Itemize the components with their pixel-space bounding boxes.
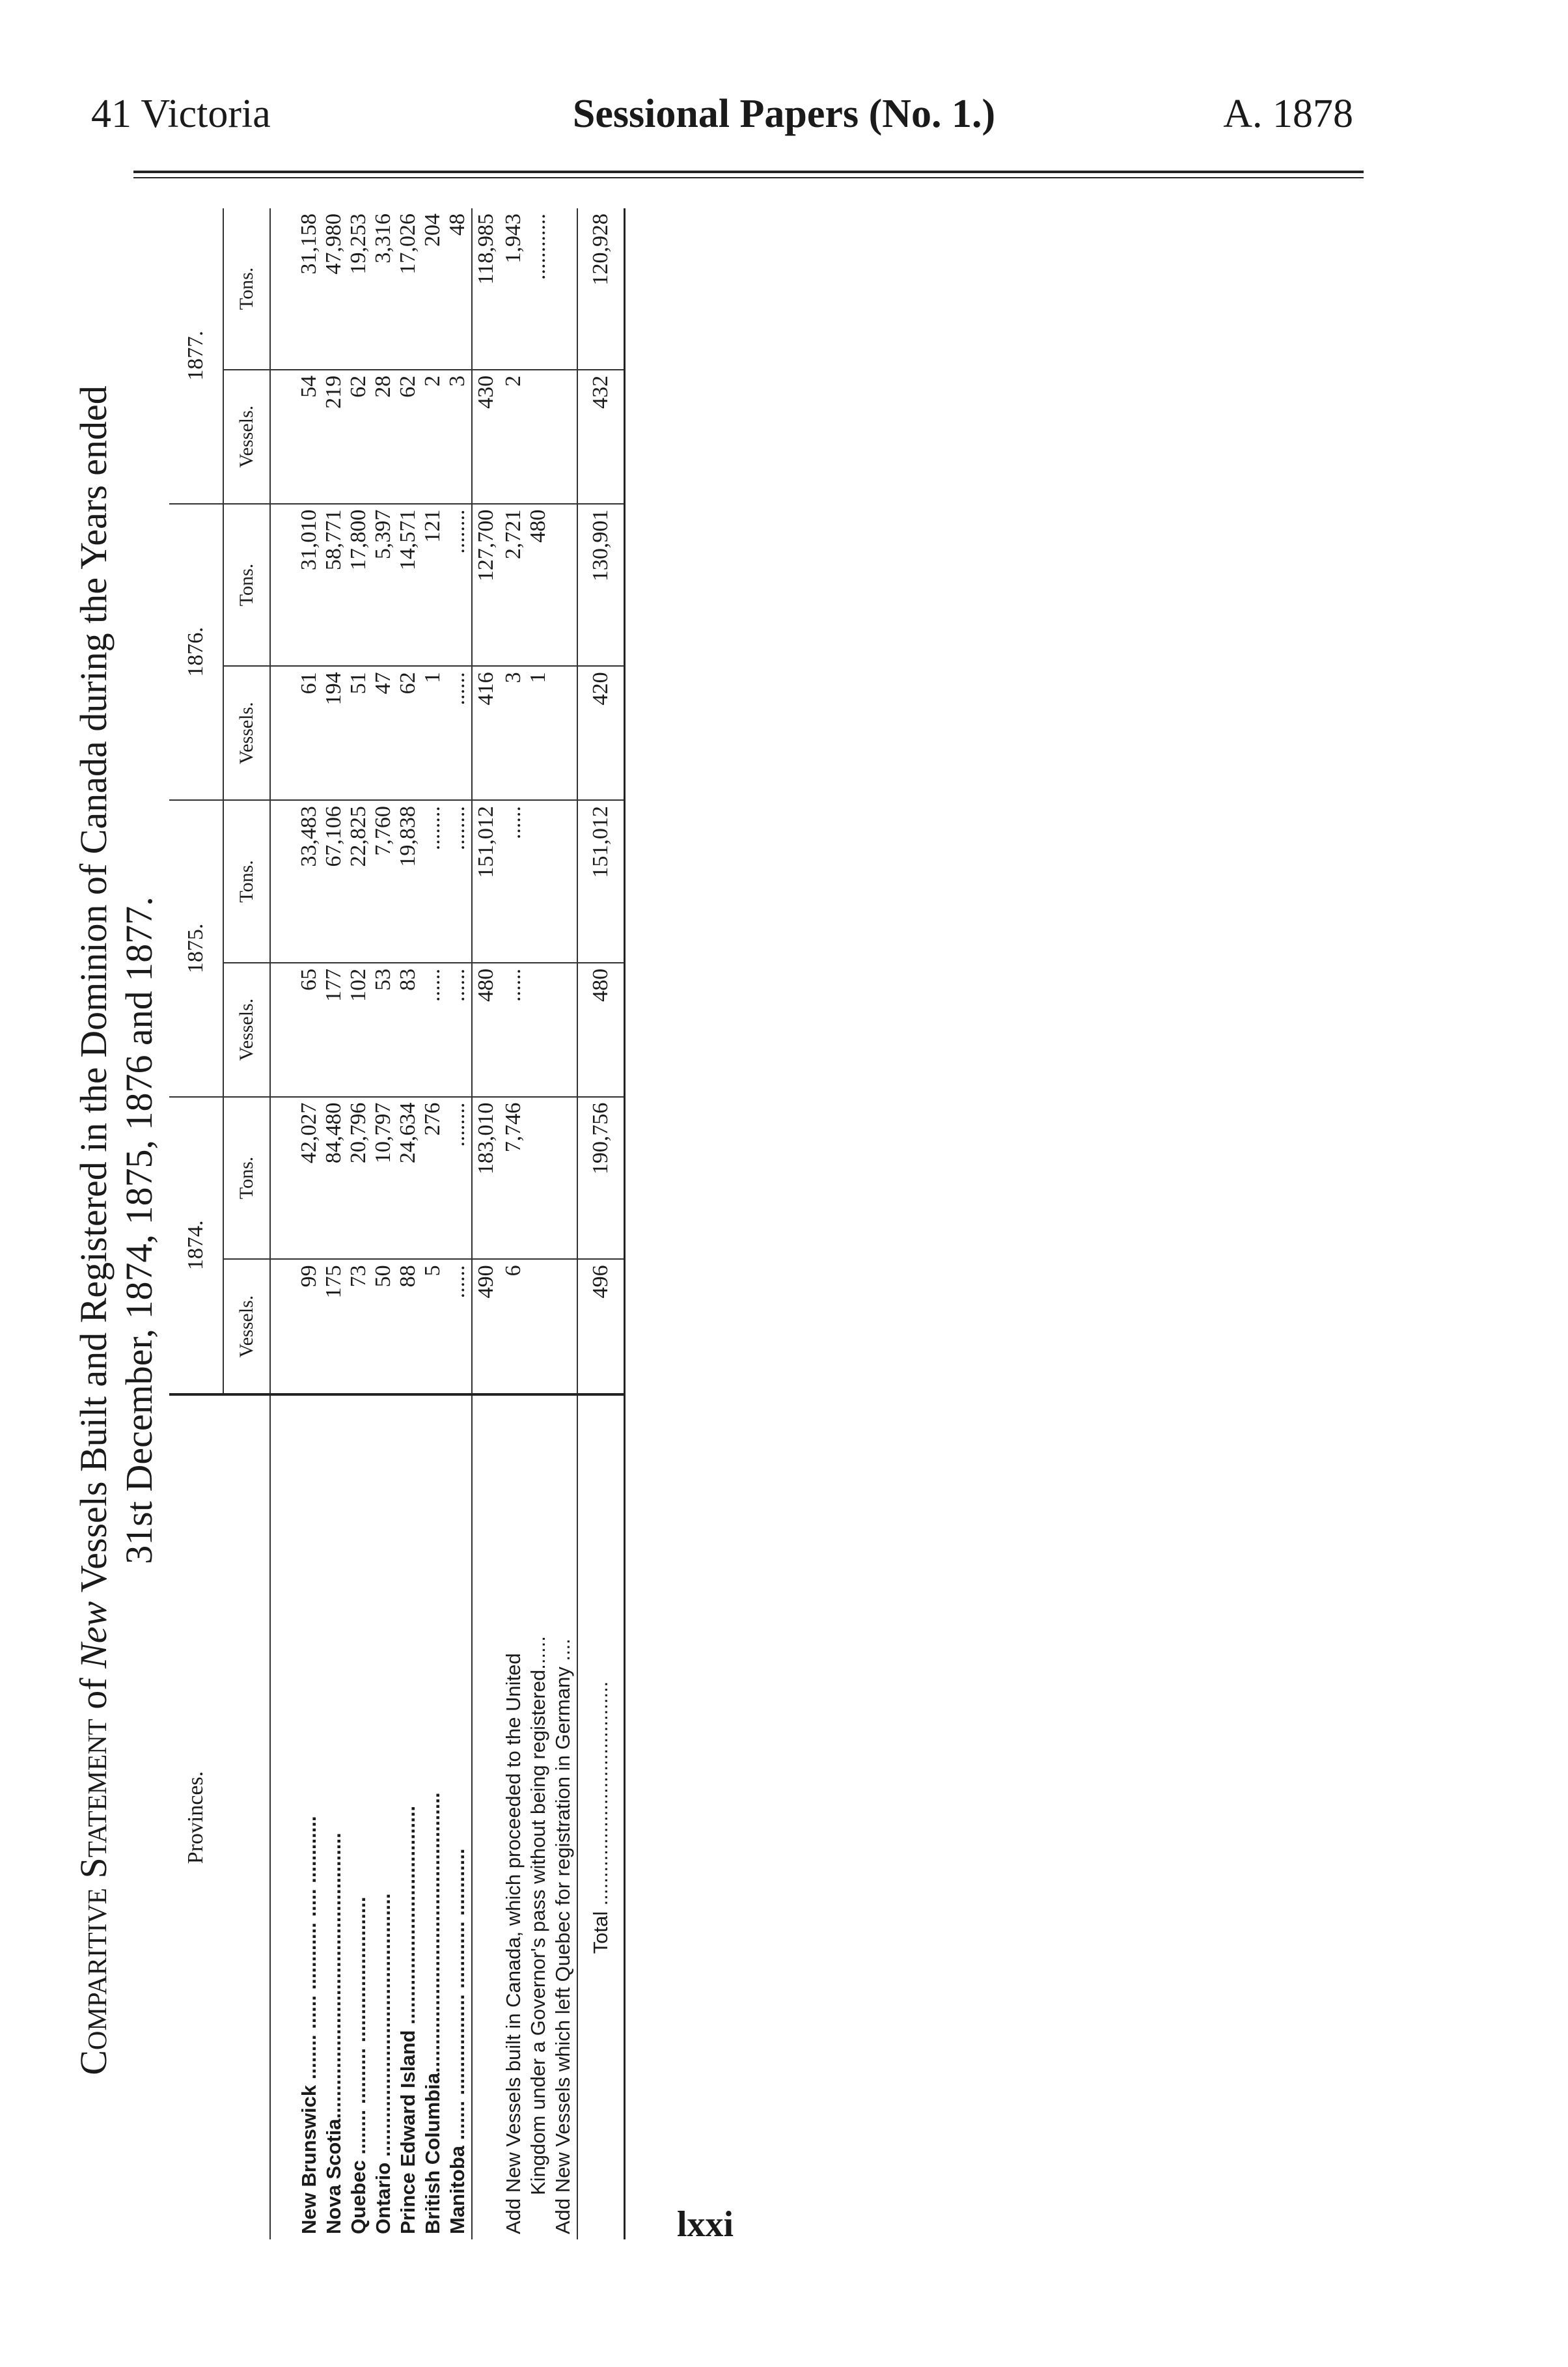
addition-label-1a: Add New Vessels built in Canada, which proceeded to the United bbox=[502, 1653, 525, 2234]
leader-dots: .................................................. bbox=[421, 1792, 444, 2073]
cell: ........ bbox=[445, 806, 469, 851]
vessels-header-1875: Vessels. bbox=[223, 963, 270, 1097]
additions-row bbox=[500, 208, 577, 2239]
year-1874-header: 1874. bbox=[169, 1097, 223, 1394]
cell: 3 bbox=[501, 672, 525, 684]
cell: 48 bbox=[445, 214, 469, 236]
title-new: New bbox=[72, 1601, 115, 1668]
tons-header-1876: Tons. bbox=[223, 504, 270, 667]
cell: ...... bbox=[445, 672, 469, 706]
add-vessels-1876 bbox=[500, 666, 577, 800]
leader-dots: ............................................... bbox=[372, 1893, 394, 2163]
cell: 10,797 bbox=[371, 1102, 395, 1164]
cell: 28 bbox=[371, 375, 395, 398]
cell: 490 bbox=[472, 1259, 500, 1394]
header-left: 41 Victoria bbox=[91, 92, 271, 136]
add-tons-1876 bbox=[500, 504, 577, 667]
cell: 5 bbox=[420, 1265, 445, 1277]
cell: 33,483 bbox=[297, 806, 321, 867]
cell: 67,106 bbox=[322, 806, 346, 867]
cell: 58,771 bbox=[322, 509, 346, 571]
cell: 151,012 bbox=[472, 800, 500, 963]
province-row-new-brunswick bbox=[297, 1401, 322, 2234]
cell: ........ bbox=[445, 509, 469, 554]
cell: 17,800 bbox=[346, 509, 370, 571]
cell: 118,985 bbox=[472, 208, 500, 370]
cell: 420 bbox=[577, 666, 625, 800]
header-right: A. 1878 bbox=[1223, 92, 1353, 136]
cell: 1 bbox=[526, 672, 550, 684]
cell: 130,901 bbox=[577, 504, 625, 667]
addition-label-2: Add New Vessels which left Quebec for registration in Germany .... bbox=[551, 1639, 574, 2234]
leader-dots: ........ .......... .......................... bbox=[347, 1896, 370, 2161]
total-label bbox=[577, 1394, 625, 2239]
title-statement: Comparitive Statement bbox=[72, 1719, 115, 2075]
table-title-line2: 31st December, 1874, 1875, 1876 and 1877. bbox=[118, 896, 160, 1564]
cell: 480 bbox=[526, 509, 550, 543]
province-name: British Columbia bbox=[421, 2072, 444, 2234]
rotated-table-block bbox=[65, 195, 781, 2265]
total-row bbox=[577, 208, 625, 2239]
province-name: Nova Scotia bbox=[322, 2118, 345, 2234]
leader-dots: ................................................... bbox=[322, 1833, 345, 2119]
add-tons-1875 bbox=[500, 800, 577, 963]
cell: 20,796 bbox=[346, 1102, 370, 1164]
cell: 194 bbox=[322, 672, 346, 706]
cell: 480 bbox=[577, 963, 625, 1097]
vessels-1874-col bbox=[270, 1259, 472, 1394]
cell: 5,397 bbox=[371, 509, 395, 560]
cell: ............ bbox=[526, 214, 550, 280]
tons-header-1874: Tons. bbox=[223, 1097, 270, 1260]
cell: 7,746 bbox=[501, 1102, 525, 1153]
cell: 480 bbox=[472, 963, 500, 1097]
cell: 62 bbox=[396, 375, 420, 398]
cell: 24,634 bbox=[396, 1102, 420, 1164]
cell: 62 bbox=[396, 672, 420, 695]
add-vessels-1874 bbox=[500, 1259, 577, 1394]
tons-1874-col bbox=[270, 1097, 472, 1260]
province-row-nova-scotia bbox=[322, 1401, 346, 2234]
header-center: Sessional Papers (No. 1.) bbox=[572, 92, 996, 136]
province-row-british-columbia bbox=[420, 1401, 445, 2234]
cell: 19,838 bbox=[396, 806, 420, 867]
province-row-pei bbox=[396, 1401, 420, 2234]
cell: 14,571 bbox=[396, 509, 420, 571]
year-1877-header: 1877. bbox=[169, 208, 223, 504]
province-name: Ontario bbox=[372, 2162, 394, 2234]
cell: 190,756 bbox=[577, 1097, 625, 1260]
province-row-manitoba bbox=[445, 1401, 470, 2234]
province-name: New Brunswick bbox=[297, 2084, 320, 2234]
vessels-header-1876: Vessels. bbox=[223, 666, 270, 800]
province-name: Manitoba bbox=[446, 2145, 469, 2234]
cell: 177 bbox=[322, 968, 346, 1002]
cell: 61 bbox=[297, 672, 321, 695]
cell: ...... bbox=[445, 1265, 469, 1299]
year-1875-header: 1875. bbox=[169, 800, 223, 1096]
total-text: Total bbox=[589, 1911, 612, 1954]
tons-1875-col bbox=[270, 800, 472, 963]
vessels-1877-col bbox=[270, 370, 472, 504]
cell: 83 bbox=[396, 968, 420, 991]
cell: 183,010 bbox=[472, 1097, 500, 1260]
vessels-1875-col bbox=[270, 963, 472, 1097]
vessels-header-1874: Vessels. bbox=[223, 1259, 270, 1394]
cell: 121 bbox=[420, 509, 445, 543]
cell: 84,480 bbox=[322, 1102, 346, 1164]
cell: 219 bbox=[322, 375, 346, 409]
cell: 416 bbox=[472, 666, 500, 800]
tons-header-1877: Tons. bbox=[223, 208, 270, 370]
cell: 127,700 bbox=[472, 504, 500, 667]
subtotal-label bbox=[472, 1394, 500, 2239]
page-folio: lxxi bbox=[677, 2204, 734, 2245]
cell: 47,980 bbox=[322, 214, 346, 275]
cell: 276 bbox=[420, 1102, 445, 1136]
cell: ........ bbox=[420, 806, 445, 851]
cell: 53 bbox=[371, 968, 395, 991]
add-tons-1877 bbox=[500, 208, 577, 370]
cell: 1,943 bbox=[501, 214, 525, 264]
cell: 50 bbox=[371, 1265, 395, 1288]
title-rest: Vessels Built and Registered in the Dominion of Canada during the Years ended bbox=[72, 385, 115, 1601]
cell: 6 bbox=[501, 1265, 525, 1277]
add-tons-1874 bbox=[500, 1097, 577, 1260]
cell: 204 bbox=[420, 214, 445, 247]
cell: 151,012 bbox=[577, 800, 625, 963]
leader-dots: ....................................... bbox=[396, 1805, 419, 2030]
cell: 432 bbox=[577, 370, 625, 504]
cell: 7,760 bbox=[371, 806, 395, 856]
cell: 51 bbox=[346, 672, 370, 695]
table-title-line1 bbox=[72, 195, 115, 2265]
cell: 19,253 bbox=[346, 214, 370, 275]
cell: 22,825 bbox=[346, 806, 370, 867]
cell: ...... bbox=[420, 968, 445, 1002]
add-vessels-1875 bbox=[500, 963, 577, 1097]
title-of: of bbox=[72, 1668, 115, 1719]
provinces-header: Provinces. bbox=[169, 1394, 270, 2239]
province-name: Quebec bbox=[347, 2160, 370, 2234]
leader-dots: ....... .................. ............ ............ bbox=[446, 1848, 469, 2146]
header-rule bbox=[133, 171, 1364, 173]
cell: 3,316 bbox=[371, 214, 395, 264]
province-names bbox=[270, 1394, 472, 2239]
cell: 47 bbox=[371, 672, 395, 695]
cell: 3 bbox=[445, 375, 469, 387]
subtotal-row bbox=[472, 208, 500, 2239]
vessels-table bbox=[169, 208, 626, 2239]
tons-header-1875: Tons. bbox=[223, 800, 270, 963]
tons-1877-col bbox=[270, 208, 472, 370]
cell: 17,026 bbox=[396, 214, 420, 275]
cell: ........ bbox=[445, 1102, 469, 1147]
cell: 54 bbox=[297, 375, 321, 398]
vessels-1876-col bbox=[270, 666, 472, 800]
cell: 31,010 bbox=[297, 509, 321, 571]
cell: 1 bbox=[420, 672, 445, 684]
vessels-header-1877: Vessels. bbox=[223, 370, 270, 504]
cell: 65 bbox=[297, 968, 321, 991]
addition-label-1b: Kingdom under a Governor's pass without being registered...... bbox=[527, 1636, 549, 2195]
cell: 175 bbox=[322, 1265, 346, 1299]
cell: ...... bbox=[501, 806, 525, 840]
province-name: Prince Edward Island bbox=[396, 2030, 419, 2234]
header-rule-thin bbox=[133, 177, 1364, 178]
cell: 2,721 bbox=[501, 509, 525, 560]
cell: 102 bbox=[346, 968, 370, 1002]
cell: 42,027 bbox=[297, 1102, 321, 1164]
leader-dots: ........................................ bbox=[589, 1681, 612, 1911]
cell: 73 bbox=[346, 1265, 370, 1288]
cell: 120,928 bbox=[577, 208, 625, 370]
cell: 2 bbox=[420, 375, 445, 387]
additions-labels bbox=[500, 1394, 577, 2239]
cell: 430 bbox=[472, 370, 500, 504]
cell: ...... bbox=[501, 968, 525, 1002]
year-1876-header: 1876. bbox=[169, 504, 223, 800]
tons-1876-col bbox=[270, 504, 472, 667]
leader-dots: ........ ...... ............ ..... ............ bbox=[297, 1816, 320, 2085]
cell: 31,158 bbox=[297, 214, 321, 275]
province-row-ontario bbox=[371, 1401, 396, 2234]
cell: 62 bbox=[346, 375, 370, 398]
cell: 88 bbox=[396, 1265, 420, 1288]
cell: 496 bbox=[577, 1259, 625, 1394]
province-row-quebec bbox=[346, 1401, 371, 2234]
cell: ...... bbox=[445, 968, 469, 1002]
cell: 2 bbox=[501, 375, 525, 387]
cell: 99 bbox=[297, 1265, 321, 1288]
add-vessels-1877 bbox=[500, 370, 577, 504]
